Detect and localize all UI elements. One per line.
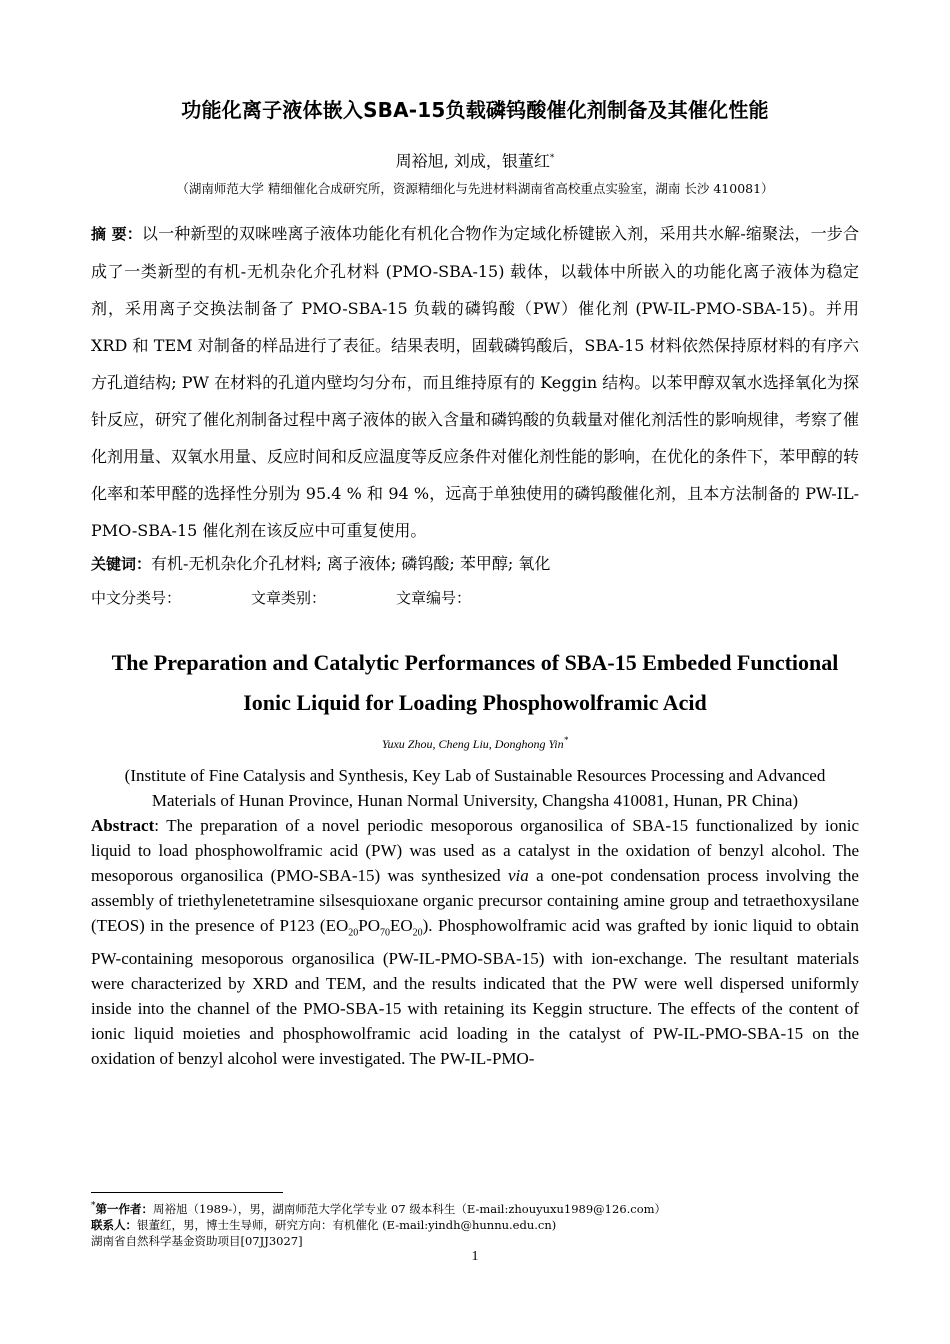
- footnote-mark: *: [91, 1201, 96, 1211]
- english-abstract: [91, 813, 859, 1070]
- english-abstract-part2: a one-pot condensation process involving the assembly of triethylenetetramine silsesquioxane organic precursor containing amine group and tetraethoxysilane (TEOS) in the presence of P123 (: [91, 866, 859, 936]
- formula-po: PO: [358, 916, 380, 936]
- footnote-funding: 湖南省自然科学基金资助项目[07JJ3027]: [91, 1233, 303, 1248]
- footnote-first-author: [91, 1198, 871, 1217]
- footnote-first-author-label: 第一作者：: [95, 1201, 153, 1216]
- formula-eo2-sub: 20: [412, 927, 423, 939]
- english-affiliation: (Institute of Fine Catalysis and Synthesis, Key Lab of Sustainable Resources Processing and Advanced Materials of Hunan Province, Hunan Normal University, Changsha 410081, Hunan, PR China): [124, 766, 826, 811]
- english-title: The Preparation and Catalytic Performances of SBA-15 Embeded Functional Ionic Liquid for Loading Phosphowolframic Acid: [111, 650, 839, 716]
- chinese-abstract-label: 摘 要：: [91, 225, 142, 244]
- article-number-label: 文章编号：: [396, 589, 472, 608]
- chinese-keywords-text: 有机-无机杂化介孔材料; 离子液体; 磷钨酸; 苯甲醇; 氧化: [151, 554, 551, 574]
- footnote-divider: [91, 1192, 283, 1193]
- chinese-abstract-text: 以一种新型的双咪唑离子液体功能化有机化合物作为定域化桥键嵌入剂，采用共水解-缩聚法，一步合成了一类新型的有机-无机杂化介孔材料 (PMO-SBA-15) 载体，以载体中所嵌入的功能化离子液体为稳定剂，采用离子交换法制备了 PMO-SBA-15 负载的磷钨酸（PW）催化剂 (PW-IL-PMO-SBA-15)。并用 XRD 和 TEM 对制备的样品进行了表征。结果表明，固载磷钨酸后，SBA-15 材料依然保持原材料的有序六方孔道结构; PW 在材料的孔道内壁均匀分布，而且维持原有的 Keggin 结构。以苯甲醇双氧水选择氧化为探针反应，研究了催化剂制备过程中离子液体的嵌入含量和磷钨酸的负载量对催化剂活性的影响规律，考察了催化剂用量、双氧水用量、反应时间和反应温度等反应条件对催化剂性能的影响，在优化的条件下，苯甲醇的转化率和苯甲醛的选择性分别为 95.4 % 和 94 %，远高于单独使用的磷钨酸催化剂，且本方法制备的 PW-IL-PMO-SBA-15 催化剂在该反应中可重复使用。: [91, 224, 860, 541]
- english-author-mark: *: [563, 735, 569, 746]
- formula-eo2: EO: [389, 916, 413, 936]
- classification-line: [91, 583, 859, 613]
- english-abstract-via: via: [508, 866, 529, 886]
- footnote-contact-label: 联系人：: [91, 1217, 137, 1232]
- page-number: 1: [471, 1249, 479, 1264]
- formula-po-sub: 70: [379, 927, 390, 939]
- chinese-author-names: 周裕旭, 刘成，银董红: [395, 151, 550, 171]
- chinese-author-mark: *: [549, 153, 555, 163]
- footnote-first-author-text: 周裕旭（1989-），男，湖南师范大学化学专业 07 级本科生（E-mail:zhouyuxu1989@126.com）: [153, 1201, 667, 1216]
- chinese-abstract: [91, 215, 859, 549]
- chinese-authors: [91, 146, 859, 173]
- formula-eo: EO: [325, 916, 349, 936]
- footnote-contact-text: 银董红，男，博士生导师，研究方向：有机催化 (E-mail:yindh@hunnu.edu.cn): [137, 1217, 557, 1232]
- english-authors: [91, 731, 859, 753]
- english-abstract-label: Abstract: [91, 816, 155, 836]
- classification-label: 中文分类号：: [91, 589, 182, 608]
- article-type-label: 文章类别：: [251, 589, 327, 608]
- chinese-keywords-label: 关键词：: [91, 555, 152, 574]
- formula-eo-sub: 20: [348, 927, 359, 939]
- paper-page: [91, 96, 859, 1071]
- footnote-contact: [91, 1217, 871, 1233]
- english-author-names: Yuxu Zhou, Cheng Liu, Donghong Yin: [381, 737, 564, 752]
- english-abstract-part1: : The preparation of a novel periodic mesoporous organosilica of SBA-15 functionalized by ionic liquid to load phosphowolframic acid (PW) was used as a catalyst in the oxidation of benzyl alcohol. The mesoporous organosilica (PMO-SBA-15) was synthesized: [91, 816, 859, 886]
- english-abstract-part3: ). Phosphowolframic acid was grafted by ionic liquid to obtain PW-containing mesoporous organosilica (PW-IL-PMO-SBA-15) with ion-exchange. The resultant materials were characterized by XRD and TEM, and the results indicated that the PW were well dispersed uniformly inside into the channel of the PMO-SBA-15 with retaining its Keggin structure. The effects of the content of ionic liquid moieties and phosphowolframic acid loading in the catalyst of PW-IL-PMO-SBA-15 on the oxidation of benzyl alcohol were investigated. The PW-IL-PMO-: [91, 916, 859, 1068]
- chinese-affiliation: （湖南师范大学 精细催化合成研究所，资源精细化与先进材料湖南省高校重点实验室，湖南 长沙 410081）: [176, 181, 774, 197]
- footnotes: [91, 1198, 871, 1249]
- chinese-keywords: [91, 549, 859, 579]
- chinese-title: 功能化离子液体嵌入SBA-15负载磷钨酸催化剂制备及其催化性能: [181, 98, 769, 122]
